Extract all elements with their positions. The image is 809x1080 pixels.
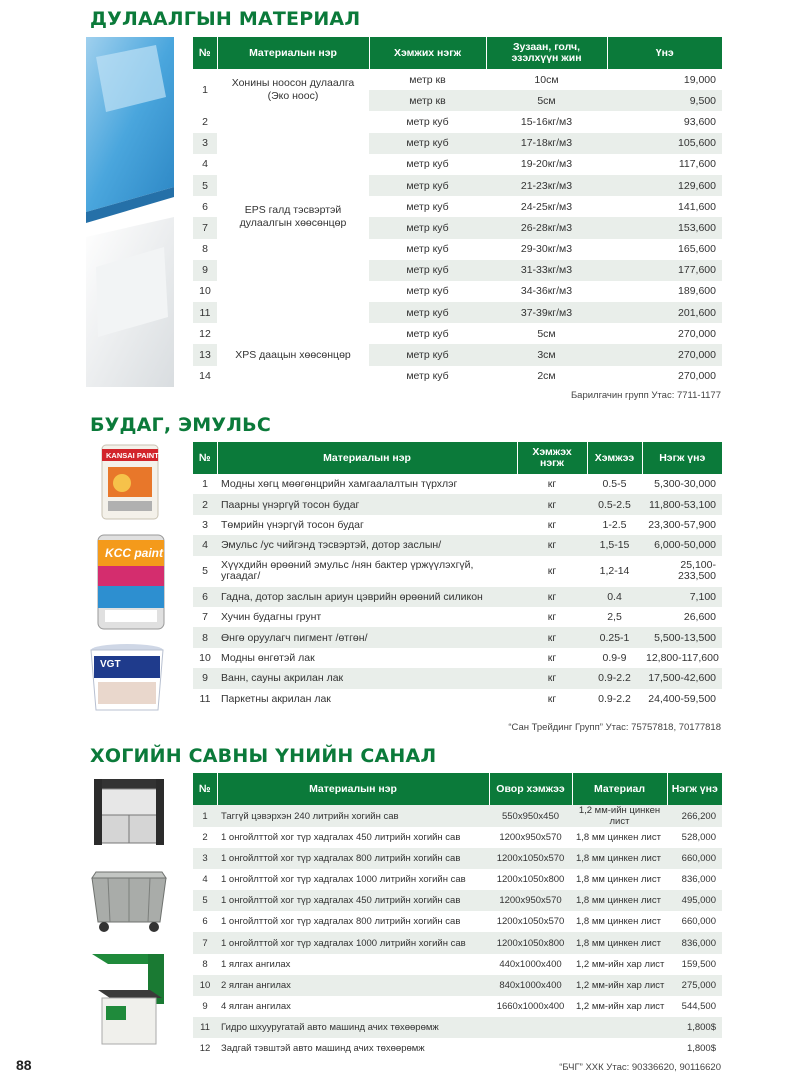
row-number: 10 [193, 281, 217, 302]
row-number: 3 [193, 515, 217, 535]
size-cell: 0.9-2.2 [587, 689, 642, 709]
row-number: 1 [193, 69, 217, 111]
insulation-price-table [193, 37, 722, 387]
spec-cell: 10см [486, 69, 607, 90]
price-cell: 129,600 [607, 175, 722, 196]
unit-cell: кг [517, 515, 587, 535]
price-cell: 1,800$ [667, 1038, 722, 1059]
row-number: 4 [193, 869, 217, 890]
unit-cell: кг [517, 607, 587, 627]
row-number: 11 [193, 1017, 217, 1038]
dimensions-cell: 1200х1050х570 [489, 848, 572, 869]
price-cell: 189,600 [607, 281, 722, 302]
unit-cell: метр куб [369, 217, 486, 238]
unit-cell: метр куб [369, 239, 486, 260]
dimensions-cell: 1200х950х570 [489, 827, 572, 848]
price-cell: 12,800-117,600 [642, 648, 722, 668]
material-name-cell: Модны хөгц мөөгөнцрийн хамгаалалтын түрхлэг [217, 474, 517, 494]
col-header-thickness: Зузаан, голч, эзэлхүүн жин [486, 37, 607, 69]
material-name-cell: Задгай тэвштэй авто машинд ачих төхөөрөмж [217, 1038, 489, 1059]
material-name-xps: XPS даацын хөөсөнцөр [217, 323, 369, 387]
row-number: 8 [193, 627, 217, 647]
price-cell: 270,000 [607, 323, 722, 344]
row-number: 11 [193, 302, 217, 323]
dimensions-cell: 550х950х450 [489, 805, 572, 827]
material-name-cell: Таггүй цэвэрхэн 240 литрийн хогийн сав [217, 805, 489, 827]
price-cell: 11,800-53,100 [642, 494, 722, 514]
dimensions-cell: 1200х1050х800 [489, 869, 572, 890]
col-header-unit: Хэмжих нэгж [369, 37, 486, 69]
material-name-cell: Эмульс /ус чийгэнд тэсвэртэй, дотор заслын/ [217, 535, 517, 555]
size-cell: 0.9-9 [587, 648, 642, 668]
row-number: 3 [193, 848, 217, 869]
table-row [193, 607, 722, 627]
vgt-paint-bucket-image [88, 642, 166, 714]
row-number: 6 [193, 196, 217, 217]
row-number: 2 [193, 827, 217, 848]
table-row [193, 689, 722, 709]
kansai-paint-can-image [100, 443, 160, 521]
material-cell: 1,2 мм-ийн хар лист [572, 996, 667, 1017]
table-row [193, 996, 722, 1017]
price-cell: 528,000 [667, 827, 722, 848]
table-row [193, 975, 722, 996]
col-header-number: № [193, 442, 217, 474]
price-cell: 836,000 [667, 869, 722, 890]
price-cell: 165,600 [607, 239, 722, 260]
metal-container-bin-image [88, 868, 170, 934]
dimensions-cell: 440х1000х400 [489, 954, 572, 975]
row-number: 7 [193, 932, 217, 953]
col-header-material-name: Материалын нэр [217, 37, 369, 69]
spec-cell: 17-18кг/м3 [486, 133, 607, 154]
unit-cell: метр куб [369, 154, 486, 175]
unit-cell: метр куб [369, 111, 486, 132]
material-name-cell: Гидро шхууругатай авто машинд ачих төхөөрөмж [217, 1017, 489, 1038]
dimensions-cell: 1660х1000х400 [489, 996, 572, 1017]
material-cell: 1,2 мм-ийн хар лист [572, 975, 667, 996]
page-number: 88 [16, 1057, 32, 1073]
price-cell: 5,500-13,500 [642, 627, 722, 647]
size-cell: 1,2-14 [587, 556, 642, 587]
row-number: 1 [193, 805, 217, 827]
unit-cell: метр куб [369, 302, 486, 323]
price-cell: 660,000 [667, 848, 722, 869]
row-number: 14 [193, 366, 217, 387]
material-name-cell: 2 ялган ангилах [217, 975, 489, 996]
table-row [193, 932, 722, 953]
price-cell: 275,000 [667, 975, 722, 996]
dimensions-cell [489, 1038, 572, 1059]
price-cell: 23,300-57,900 [642, 515, 722, 535]
paint-price-table [193, 442, 722, 709]
price-cell: 159,500 [667, 954, 722, 975]
kcc-paint-can-image [95, 532, 167, 632]
unit-cell: метр куб [369, 196, 486, 217]
paint-title: БУДАГ, ЭМУЛЬС [90, 414, 272, 436]
dimensions-cell [489, 1017, 572, 1038]
row-number: 1 [193, 474, 217, 494]
spec-cell: 15-16кг/м3 [486, 111, 607, 132]
material-name-cell: 1 онгойлттой хог түр хадгалах 1000 литрийн хогийн сав [217, 869, 489, 890]
dimensions-cell: 1200х1050х570 [489, 911, 572, 932]
size-cell: 0.5-2.5 [587, 494, 642, 514]
table-row [193, 323, 722, 344]
green-sorting-bin-image [88, 950, 168, 1048]
price-cell: 19,000 [607, 69, 722, 90]
price-cell: 5,300-30,000 [642, 474, 722, 494]
col-header-price: Үнэ [607, 37, 722, 69]
col-header-material-name: Материалын нэр [217, 442, 517, 474]
price-cell: 660,000 [667, 911, 722, 932]
vgt-label: VGT [100, 659, 121, 670]
size-cell: 0.25-1 [587, 627, 642, 647]
row-number: 10 [193, 975, 217, 996]
material-cell [572, 1017, 667, 1038]
table-row [193, 1038, 722, 1059]
col-header-material-name: Материалын нэр [217, 773, 489, 805]
row-number: 5 [193, 556, 217, 587]
price-cell: 544,500 [667, 996, 722, 1017]
material-name-cell: Хучин будагны грунт [217, 607, 517, 627]
material-cell: 1,2 мм-ийн хар лист [572, 954, 667, 975]
spec-cell: 19-20кг/м3 [486, 154, 607, 175]
kansai-label: KANSAI PAINT [106, 451, 159, 460]
unit-cell: кг [517, 627, 587, 647]
row-number: 9 [193, 260, 217, 281]
table-row [193, 890, 722, 911]
row-number: 9 [193, 668, 217, 688]
col-header-unit-price: Нэгж үнэ [667, 773, 722, 805]
insulation-source-note: Барилгачин групп Утас: 7711-1177 [570, 390, 721, 401]
material-name-cell: Модны өнгөтэй лак [217, 648, 517, 668]
unit-cell: кг [517, 587, 587, 607]
size-cell: 1,5-15 [587, 535, 642, 555]
row-number: 10 [193, 648, 217, 668]
material-cell: 1,8 мм цинкен лист [572, 848, 667, 869]
table-row [193, 668, 722, 688]
price-cell: 1,800$ [667, 1017, 722, 1038]
row-number: 4 [193, 154, 217, 175]
price-cell: 270,000 [607, 344, 722, 365]
row-number: 7 [193, 217, 217, 238]
size-cell: 2,5 [587, 607, 642, 627]
bins-source-note: “БЧГ” ХХК Утас: 90336620, 90116620 [559, 1062, 721, 1073]
row-number: 11 [193, 689, 217, 709]
spec-cell: 29-30кг/м3 [486, 239, 607, 260]
spec-cell: 24-25кг/м3 [486, 196, 607, 217]
col-header-number: № [193, 37, 217, 69]
spec-cell: 31-33кг/м3 [486, 260, 607, 281]
price-cell: 201,600 [607, 302, 722, 323]
spec-cell: 21-23кг/м3 [486, 175, 607, 196]
col-header-material: Материал [572, 773, 667, 805]
row-number: 2 [193, 111, 217, 132]
row-number: 12 [193, 1038, 217, 1059]
row-number: 7 [193, 607, 217, 627]
material-name-eps: EPS галд тэсвэртэй дулаалгын хөөсөнцөр [217, 111, 369, 323]
col-header-size: Хэмжээ [587, 442, 642, 474]
unit-cell: метр куб [369, 366, 486, 387]
dimensions-cell: 1200х1050х800 [489, 932, 572, 953]
spec-cell: 37-39кг/м3 [486, 302, 607, 323]
table-row [193, 848, 722, 869]
insulation-board-image [86, 37, 174, 387]
row-number: 5 [193, 890, 217, 911]
price-cell: 495,000 [667, 890, 722, 911]
unit-cell: кг [517, 689, 587, 709]
unit-cell: кг [517, 474, 587, 494]
material-name-cell: 4 ялган ангилах [217, 996, 489, 1017]
material-name-cell: 1 онгойлттой хог түр хадгалах 450 литрийн хогийн сав [217, 890, 489, 911]
unit-cell: метр кв [369, 90, 486, 111]
spec-cell: 5см [486, 90, 607, 111]
material-name-cell: Өнгө оруулагч пигмент /өтгөн/ [217, 627, 517, 647]
table-row [193, 535, 722, 555]
spec-cell: 34-36кг/м3 [486, 281, 607, 302]
table-row [193, 69, 722, 90]
material-name-cell: Ванн, сауны акрилан лак [217, 668, 517, 688]
unit-cell: кг [517, 494, 587, 514]
col-header-number: № [193, 773, 217, 805]
table-row [193, 556, 722, 587]
material-name-cell: Хүүхдийн өрөөний эмульс /нян бактер үржүүлэхгүй, угаадаг/ [217, 556, 517, 587]
col-header-unit-price: Нэгж үнэ [642, 442, 722, 474]
table-row [193, 827, 722, 848]
table-row [193, 474, 722, 494]
table-row [193, 494, 722, 514]
double-bin-cabinet-image [90, 775, 168, 847]
row-number: 12 [193, 323, 217, 344]
table-row [193, 911, 722, 932]
price-cell: 26,600 [642, 607, 722, 627]
paint-source-note: “Сан Трейдинг Групп” Утас: 75757818, 70177818 [508, 722, 721, 733]
unit-cell: метр куб [369, 323, 486, 344]
price-cell: 105,600 [607, 133, 722, 154]
unit-cell: метр куб [369, 175, 486, 196]
material-cell: 1,2 мм-ийн цинкен лист [572, 805, 667, 827]
spec-cell: 26-28кг/м3 [486, 217, 607, 238]
kcc-label: KCC paint [105, 546, 163, 560]
row-number: 3 [193, 133, 217, 154]
row-number: 13 [193, 344, 217, 365]
price-cell: 24,400-59,500 [642, 689, 722, 709]
unit-cell: метр куб [369, 260, 486, 281]
unit-cell: метр куб [369, 133, 486, 154]
price-cell: 836,000 [667, 932, 722, 953]
row-number: 6 [193, 587, 217, 607]
row-number: 8 [193, 239, 217, 260]
table-row [193, 1017, 722, 1038]
table-row [193, 627, 722, 647]
material-name-cell: Гадна, дотор заслын ариун цэврийн өрөөний силикон [217, 587, 517, 607]
price-cell: 153,600 [607, 217, 722, 238]
spec-cell: 2см [486, 366, 607, 387]
material-name-cell: 1 онгойлттой хог түр хадгалах 800 литрийн хогийн сав [217, 911, 489, 932]
material-name-cell: Паарны үнэргүй тосон будаг [217, 494, 517, 514]
material-cell: 1,8 мм цинкен лист [572, 869, 667, 890]
material-cell: 1,8 мм цинкен лист [572, 890, 667, 911]
dimensions-cell: 840х1000х400 [489, 975, 572, 996]
table-row [193, 648, 722, 668]
material-name-cell: 1 онгойлттой хог түр хадгалах 800 литрийн хогийн сав [217, 848, 489, 869]
price-cell: 17,500-42,600 [642, 668, 722, 688]
size-cell: 0.5-5 [587, 474, 642, 494]
bins-title: ХОГИЙН САВНЫ ҮНИЙН САНАЛ [90, 745, 437, 767]
price-cell: 93,600 [607, 111, 722, 132]
table-row [193, 111, 722, 132]
price-cell: 117,600 [607, 154, 722, 175]
price-cell: 6,000-50,000 [642, 535, 722, 555]
row-number: 2 [193, 494, 217, 514]
table-row [193, 954, 722, 975]
size-cell: 1-2.5 [587, 515, 642, 535]
material-cell: 1,8 мм цинкен лист [572, 911, 667, 932]
material-name-cell: 1 ялгах ангилах [217, 954, 489, 975]
table-row [193, 587, 722, 607]
unit-cell: метр куб [369, 344, 486, 365]
unit-cell: кг [517, 648, 587, 668]
material-cell: 1,8 мм цинкен лист [572, 932, 667, 953]
material-name-cell: Паркетны акрилан лак [217, 689, 517, 709]
table-row [193, 805, 722, 827]
price-cell: 270,000 [607, 366, 722, 387]
unit-cell: кг [517, 556, 587, 587]
row-number: 8 [193, 954, 217, 975]
row-number: 5 [193, 175, 217, 196]
row-number: 4 [193, 535, 217, 555]
size-cell: 0.4 [587, 587, 642, 607]
price-cell: 9,500 [607, 90, 722, 111]
material-name-cell: 1 онгойлттой хог түр хадгалах 450 литрийн хогийн сав [217, 827, 489, 848]
table-row [193, 515, 722, 535]
dimensions-cell: 1200х950х570 [489, 890, 572, 911]
price-cell: 7,100 [642, 587, 722, 607]
price-cell: 266,200 [667, 805, 722, 827]
material-name-wool: Хонины ноосон дулаалга (Эко ноос) [217, 69, 369, 111]
row-number: 6 [193, 911, 217, 932]
unit-cell: метр кв [369, 69, 486, 90]
unit-cell: кг [517, 535, 587, 555]
material-name-cell: Төмрийн үнэргүй тосон будаг [217, 515, 517, 535]
unit-cell: метр куб [369, 281, 486, 302]
bins-price-table [193, 773, 722, 1059]
price-cell: 141,600 [607, 196, 722, 217]
price-cell: 177,600 [607, 260, 722, 281]
size-cell: 0.9-2.2 [587, 668, 642, 688]
col-header-dimensions: Овор хэмжээ [489, 773, 572, 805]
col-header-unit: Хэмжэх нэгж [517, 442, 587, 474]
spec-cell: 5см [486, 323, 607, 344]
unit-cell: кг [517, 668, 587, 688]
material-name-cell: 1 онгойлттой хог түр хадгалах 1000 литрийн хогийн сав [217, 932, 489, 953]
insulation-title: ДУЛААЛГЫН МАТЕРИАЛ [90, 8, 361, 30]
material-cell [572, 1038, 667, 1059]
material-cell: 1,8 мм цинкен лист [572, 827, 667, 848]
price-cell: 25,100-233,500 [642, 556, 722, 587]
row-number: 9 [193, 996, 217, 1017]
table-row [193, 869, 722, 890]
spec-cell: 3см [486, 344, 607, 365]
